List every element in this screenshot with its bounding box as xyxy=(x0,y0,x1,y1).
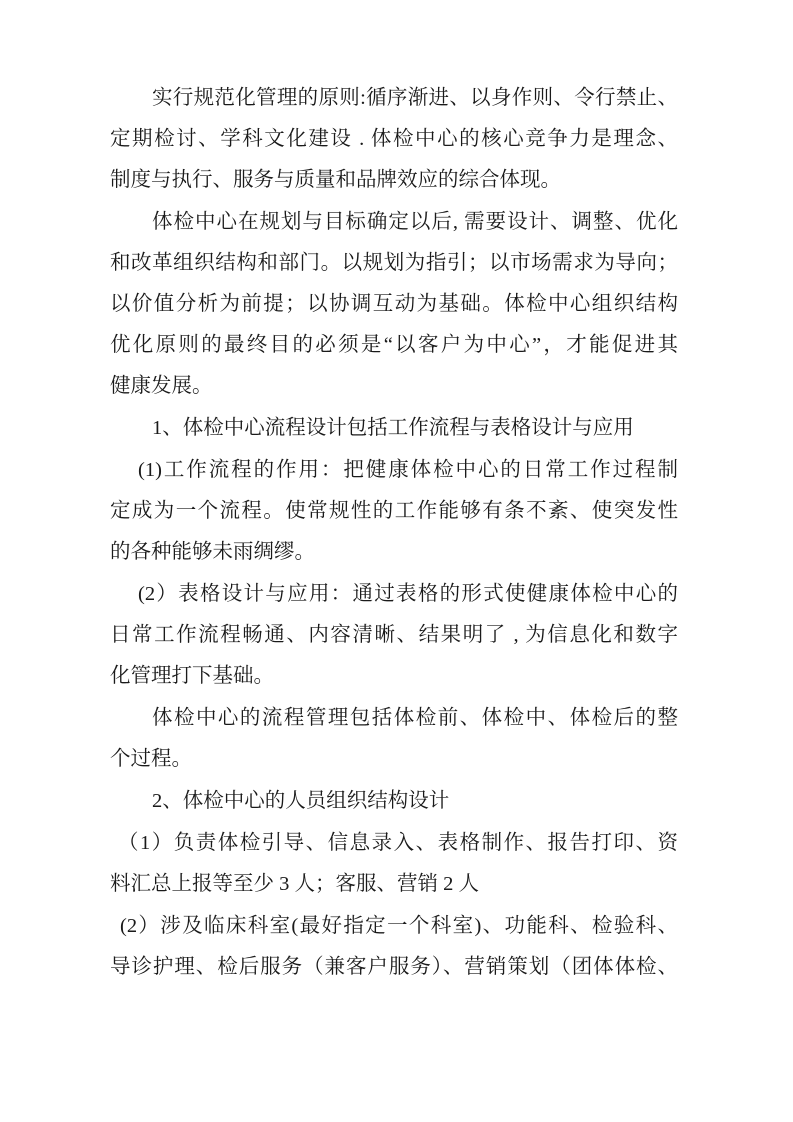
paragraph-item-2 xyxy=(110,574,678,697)
text-line: 定成为一个流程。使常规性的工作能够有条不紊、使突发性 xyxy=(110,500,678,522)
text-line: 优化原则的最终目的必须是“以客户为中心”，才能促进其 xyxy=(110,334,678,356)
text-line: 以价值分析为前提；以协调互动为基础。体检中心组织结构 xyxy=(110,293,678,315)
text-line: (2）表格设计与应用：通过表格的形式使健康体检中心的 xyxy=(138,583,678,605)
text-line: (2）涉及临床科室(最好指定一个科室)、功能科、检验科、 xyxy=(120,915,678,937)
paragraph-numbered-1 xyxy=(110,408,678,449)
text-line: 导诊护理、检后服务（兼客户服务）、营销策划（团体体检、 xyxy=(110,956,678,978)
text-line: 日常工作流程畅通、内容清晰、结果明了 , 为信息化和数字 xyxy=(110,624,678,646)
text-line: 健康发展。 xyxy=(110,375,213,397)
paragraph xyxy=(110,202,678,407)
text-line: 料汇总上报等至少 3 人；客服、营销 2 人 xyxy=(110,873,479,895)
text-line: 1、体检中心流程设计包括工作流程与表格设计与应用 xyxy=(152,417,634,439)
text-line: 定期检讨、学科文化建设 . 体检中心的核心竞争力是理念、 xyxy=(110,128,678,150)
paragraph-numbered-2 xyxy=(110,781,678,822)
paragraph-item-staff-1 xyxy=(110,823,678,905)
paragraph xyxy=(110,78,678,201)
text-line: 和改革组织结构和部门。以规划为指引；以市场需求为导向； xyxy=(110,252,678,274)
text-line: 体检中心在规划与目标确定以后, 需要设计、调整、优化 xyxy=(152,211,678,233)
text-line: (1)工作流程的作用：把健康体检中心的日常工作过程制 xyxy=(138,459,678,481)
text-line: 化管理打下基础。 xyxy=(110,665,274,687)
text-line: 2、体检中心的人员组织结构设计 xyxy=(152,790,450,812)
text-line: 的各种能够未雨绸缪。 xyxy=(110,541,315,563)
text-line: 制度与执行、服务与质量和品牌效应的综合体现。 xyxy=(110,169,561,191)
text-line: （1）负责体检引导、信息录入、表格制作、报告打印、资 xyxy=(118,832,678,854)
paragraph-item-1 xyxy=(110,450,678,573)
paragraph-item-staff-2 xyxy=(110,906,678,988)
text-line: 个过程。 xyxy=(110,748,192,770)
paragraph xyxy=(110,698,678,780)
text-line: 实行规范化管理的原则:循序渐进、以身作则、令行禁止、 xyxy=(152,87,678,109)
text-line: 体检中心的流程管理包括体检前、体检中、体检后的整 xyxy=(152,707,678,729)
